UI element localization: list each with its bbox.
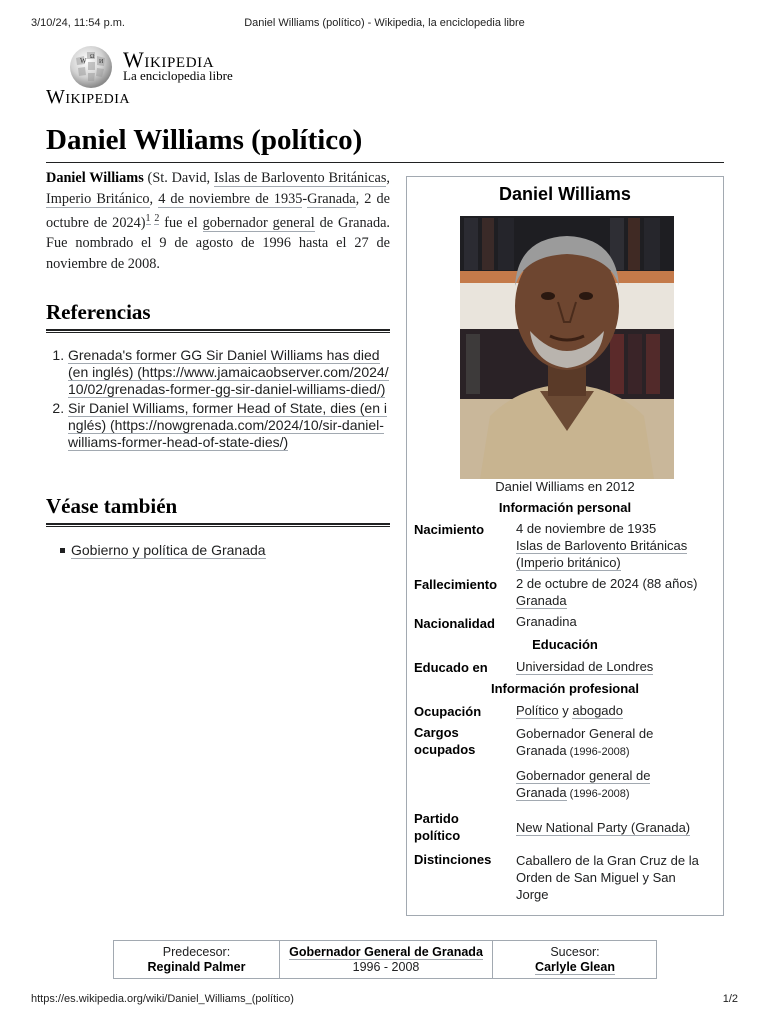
office-years: 1996 - 2008 xyxy=(352,960,420,974)
link-politico[interactable]: Político xyxy=(516,703,559,718)
wikipedia-globe-icon xyxy=(66,44,116,90)
value-nacimiento xyxy=(516,520,719,571)
see-also-list xyxy=(46,541,390,559)
ref-link-2[interactable]: 2 xyxy=(154,213,160,224)
lead-text: (St. David, xyxy=(143,170,214,186)
label-partido xyxy=(414,810,509,844)
value-distinciones xyxy=(516,852,719,903)
svg-text:Ω: Ω xyxy=(90,54,95,60)
link-birth-empire[interactable]: (Imperio británico) xyxy=(516,555,621,570)
print-page-number: 1/2 xyxy=(722,993,738,1005)
portrait-photo[interactable] xyxy=(460,216,674,479)
infobox-title: Daniel Williams xyxy=(499,184,631,204)
label-ocupacion: Ocupación xyxy=(414,704,482,719)
lead-text: , 2 de octubre de 2024) xyxy=(46,190,390,231)
print-url: https://es.wikipedia.org/wiki/Daniel_Williams_(político) xyxy=(31,993,294,1005)
value-nacionalidad: Granadina xyxy=(516,614,577,629)
office-cell xyxy=(279,941,493,978)
conjunction: y xyxy=(558,703,573,718)
lead-text: fue el xyxy=(159,214,203,231)
infobox-section-educacion: Educación xyxy=(532,637,598,652)
successor-label: Sucesor: xyxy=(550,945,600,959)
lead-text: , xyxy=(386,170,390,186)
references-divider xyxy=(46,329,390,333)
reference-item xyxy=(68,347,390,398)
link-new-national-party[interactable]: New National Party (Granada) xyxy=(516,820,691,835)
predecessor-name: Reginald Palmer xyxy=(147,960,246,974)
page-title: Daniel Williams (político) xyxy=(46,124,363,156)
lead-text: - xyxy=(302,190,308,207)
heading-references: Referencias xyxy=(46,300,151,324)
link-granada[interactable]: Granada xyxy=(307,190,356,207)
successor-cell xyxy=(493,945,657,975)
svg-text:W: W xyxy=(80,57,87,65)
birth-date: 4 de noviembre de 1935 xyxy=(516,521,657,536)
succession-box xyxy=(113,940,657,979)
value-partido xyxy=(516,819,719,836)
value-cargo-2 xyxy=(516,767,719,803)
link-death-place[interactable]: Granada xyxy=(516,593,567,608)
distinction-line: Orden de San Miguel y San xyxy=(516,870,676,885)
infobox xyxy=(406,176,724,916)
value-educado xyxy=(516,658,719,675)
label-line: Cargos xyxy=(414,725,459,740)
label-nacionalidad: Nacionalidad xyxy=(414,616,495,631)
print-datetime: 3/10/24, 11:54 p.m. xyxy=(31,17,125,29)
tagline: La enciclopedia libre xyxy=(123,68,233,83)
label-line: político xyxy=(414,828,461,843)
list-item xyxy=(60,541,390,559)
print-page-title: Daniel Williams (político) - Wikipedia, la enciclopedia libre xyxy=(244,17,525,29)
reference-link[interactable]: Grenada's former GG Sir Daniel Williams has died (en inglés) (https://www.jamaicaobserver.com/2024/10/02/grenadas-former-gg-sir-daniel-williams-died/) xyxy=(68,347,389,397)
heading-see-also: Véase también xyxy=(46,494,178,518)
reference-item xyxy=(68,400,390,451)
lead-text: de Granada. Fue nombrado el 9 de agosto de 1996 hasta el 27 de noviembre de 2008. xyxy=(46,214,391,272)
label-distinciones: Distinciones xyxy=(414,852,492,867)
link-birth-place[interactable]: Islas de Barlovento Británicas xyxy=(516,538,688,553)
link-islas-barlovento[interactable]: Islas de Barlovento Británicas xyxy=(213,170,387,186)
link-imperio-britanico[interactable]: Imperio Británico xyxy=(46,190,150,207)
references-list xyxy=(46,347,390,453)
distinction-line: Caballero de la Gran Cruz de la xyxy=(516,853,699,868)
label-cargos xyxy=(414,724,509,758)
label-line: ocupados xyxy=(414,742,476,757)
subject-name: Daniel Williams xyxy=(46,170,144,186)
office-years: (1996-2008) xyxy=(566,746,630,758)
value-cargo-1 xyxy=(516,725,719,761)
see-also-divider xyxy=(46,523,390,527)
predecessor-cell xyxy=(114,945,279,975)
value-ocupacion xyxy=(516,702,719,719)
lead-text: , xyxy=(149,190,159,207)
photo-caption: Daniel Williams en 2012 xyxy=(495,479,635,494)
office-years: (1996-2008) xyxy=(566,788,630,800)
wordmark: Wikipedia xyxy=(123,47,215,72)
svg-text:И: И xyxy=(99,59,104,65)
link-gobernador-general-granada[interactable]: Granada xyxy=(516,785,567,800)
link-office[interactable]: Gobernador General de Granada xyxy=(289,945,483,959)
label-fallecimiento: Fallecimiento xyxy=(414,577,498,592)
office-name: Gobernador General de xyxy=(516,726,654,741)
predecessor-label: Predecesor: xyxy=(162,945,231,959)
label-educado: Educado en xyxy=(414,660,488,675)
infobox-section-personal: Información personal xyxy=(498,500,632,515)
death-date: 2 de octubre de 2024 (88 años) xyxy=(516,576,698,591)
title-divider xyxy=(46,162,724,163)
link-gobernador-general[interactable]: gobernador general xyxy=(202,214,315,231)
link-universidad-londres[interactable]: Universidad de Londres xyxy=(516,659,654,674)
value-fallecimiento xyxy=(516,575,719,609)
wordmark-secondary: Wikipedia xyxy=(46,86,131,108)
link-gobierno-granada[interactable]: Gobierno y política de Granada xyxy=(71,542,266,558)
ref-link-1[interactable]: 1 xyxy=(145,213,151,224)
wikipedia-logo[interactable] xyxy=(46,44,246,110)
distinction-line: Jorge xyxy=(516,887,549,902)
link-successor[interactable]: Carlyle Glean xyxy=(535,960,615,974)
print-header xyxy=(31,17,738,31)
office-name: Granada xyxy=(516,743,567,758)
reference-link[interactable]: Sir Daniel Williams, former Head of State, dies (en inglés) (https://nowgrenada.com/2024/10/sir-daniel-williams-former-head-of-state-dies/) xyxy=(68,400,387,450)
link-gobernador-general-granada[interactable]: Gobernador general de xyxy=(516,768,651,783)
link-abogado[interactable]: abogado xyxy=(572,703,623,718)
infobox-section-profesional: Información profesional xyxy=(490,681,640,696)
link-birth-date[interactable]: 4 de noviembre de 1935 xyxy=(158,190,303,207)
label-line: Partido xyxy=(414,811,459,826)
lead-paragraph xyxy=(46,168,390,274)
label-nacimiento: Nacimiento xyxy=(414,522,485,537)
